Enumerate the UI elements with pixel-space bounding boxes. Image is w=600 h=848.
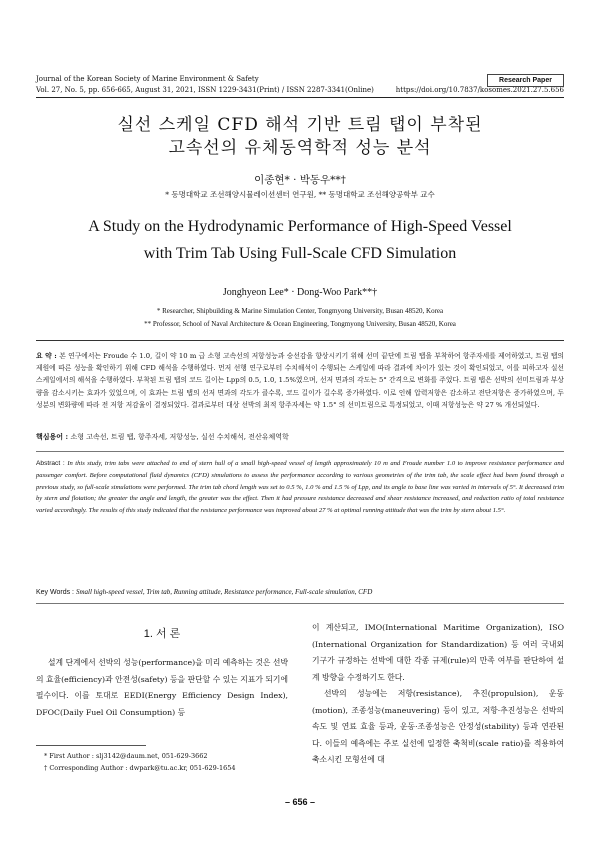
korean-keywords <box>36 432 289 442</box>
body-right-paragraph-2: 선박의 성능에는 저항(resistance), 추진(propulsion), 운동(motion), 조종성능(maneuvering) 등이 있고, 저항·추진성능은 선박의 속도 및 연료 효율 등과, 운동·조종성능은 안정성(stability) 등과 연관된다. 이들의 예측에는 주로 실선에 일정한 축척비(scale ratio)를 적용하여 축소시킨 모형선에 대 <box>312 689 564 764</box>
footnote-first-author: * First Author : slj3142@daum.net, 051-629-3662 <box>44 752 208 760</box>
footnote-rule <box>36 745 146 746</box>
korean-title-line1: 실선 스케일 CFD 해석 기반 트림 탭이 부착된 <box>117 115 483 135</box>
english-affiliation-1: * Researcher, Shipbuilding & Marine Simulation Center, Tongmyong University, Busan 48520, Korea <box>156 307 444 315</box>
footnote-corresponding-author: † Corresponding Author : dwpark@tu.ac.kr, 051-629-1654 <box>44 764 236 772</box>
english-keywords-text: Small high-speed vessel, Trim tab, Running attitude, Resistance performance, Full-scale simulation, CFD <box>75 588 373 596</box>
korean-abstract <box>36 350 564 411</box>
english-title-line2: with Trim Tab Using Full-Scale CFD Simulation <box>143 245 457 262</box>
english-abstract-label: Abstract : <box>36 460 68 467</box>
korean-title-line2: 고속선의 유체동역학적 성능 분석 <box>168 138 432 158</box>
body-left-column: 설계 단계에서 선박의 성능(performance)을 미리 예측하는 것은 선박의 효율(efficiency)과 안전성(safety) 등을 판단할 수 있는 지표가 되기에 필수이다. 이를 토대로 EEDI(Energy Efficiency Design Index), DFOC(Daily Fuel Oil Consumption) 등 <box>36 658 288 717</box>
english-title-line1: A Study on the Hydrodynamic Performance of High-Speed Vessel <box>88 218 512 235</box>
body-right-column <box>312 620 564 769</box>
english-keywords <box>36 588 372 596</box>
abstract-divider <box>36 451 564 452</box>
korean-keywords-text: 소형 고속선, 트림 탭, 항주자세, 저항성능, 실선 수치해석, 전산유체역학 <box>70 433 289 441</box>
korean-abstract-text: 본 연구에서는 Froude 수 1.0, 길이 약 10 m 급 소형 고속선의 저항성능과 승선감을 향상시키기 위해 선미 끝단에 트림 탭을 부착하여 항주자세를 제어하였고, 트림 탭의 제원에 따른 성능을 확인하기 위해 CFD 해석을 수행하였다. 먼저 선행 연구로부터 수치해석이 수행되는 스케일에 따라 결과에 차이가 있는 것이 확인되었고, 이를 피하고자 실선 스케일에서의 해석을 수행하였다. 부착된 트림 탭의 코드 길이는 Lpp의 0.5, 1.0, 1.5%였으며, 선저 면과의 각도는 5° 간격으로 변화를 주었다. 트림 탭은 선박의 선미트림과 부상량을 감소시키는 효과가 있었으며, 이 효과는 트림 탭의 선저 면과의 각도가 클수록, 코드 길이가 길수록 증가하였다. 이로 인해 압력저항은 감소하고 전단저항은 증가하였으며, 두 성분의 변화량에 따라 전 저항 저감율이 결정되었다. 결과로부터 대상 선박의 최적 항주자세는 약 1.5° 의 선미트림으로 특정되었고, 이때 저항성능은 약 27 % 개선되었다. <box>36 352 564 409</box>
header-rule <box>36 97 564 98</box>
korean-keywords-label: 핵심용어 : <box>36 432 71 441</box>
section-title-introduction: 1. 서 론 <box>143 628 181 640</box>
keywords-bottom-rule <box>36 603 564 604</box>
abstract-top-rule <box>36 340 564 341</box>
korean-abstract-label: 요 약 : <box>36 352 60 360</box>
research-paper-badge: Research Paper <box>487 74 564 87</box>
journal-name: Journal of the Korean Society of Marine Environment & Safety <box>36 75 259 83</box>
page-number: – 656 – <box>284 797 316 807</box>
english-affiliation-2: ** Professor, School of Naval Architecture & Ocean Engineering, Tongmyong University, Busan 48520, Korea <box>144 320 456 328</box>
english-authors: Jonghyeon Lee* · Dong-Woo Park**† <box>222 287 378 298</box>
korean-affiliation: * 동명대학교 조선해양시뮬레이션센터 연구원, ** 동명대학교 조선해양공학부 교수 <box>165 190 435 199</box>
body-right-paragraph-1: 이 계산되고, IMO(International Maritime Organization), ISO (International Organization for Standardization) 등 여러 국내외 기구가 규정하는 선박에 대한 각종 규제(rule)의 만족 여부를 판단하여 설계 방향을 수정하기도 한다. <box>312 623 564 682</box>
english-keywords-label: Key Words : <box>36 589 76 596</box>
korean-authors: 이종현* · 박동우**† <box>254 174 346 186</box>
english-abstract-text: In this study, trim tabs were attached to end of stern hull of a small high-speed vessel of length approximately 10 m and Froude number 1.0 to improve resistance performance and passenger comfort. Before computational fluid dynamics (CFD) simulations to assess the performance according to various geometries of the trim tab, the scale effect had been found through a previous study, so full-scale simulations were performed. The trim tab chord length was set to 0.5 %, 1.0 % and 1.5 % of Lpp, and its angle to base line was varied in intervals of 5°. It decreased trim by stern and flotation; the greater the angle and length, the greater was the effect. Then it had pressure resistance decreased and shear resistance increased, and reduction ratio of total resistance varied accordingly. The results of this study indicated that the resistance performance was improved about 27 % at optimal running attitude that was the trim by stern about 1.5°. <box>36 460 564 515</box>
english-abstract <box>36 458 564 517</box>
volume-line: Vol. 27, No. 5, pp. 656-665, August 31, 2021, ISSN 1229-3431(Print) / ISSN 2287-3341(Online) <box>36 86 374 94</box>
doi-link[interactable]: https://doi.org/10.7837/kosomes.2021.27.5.656 <box>395 86 564 94</box>
